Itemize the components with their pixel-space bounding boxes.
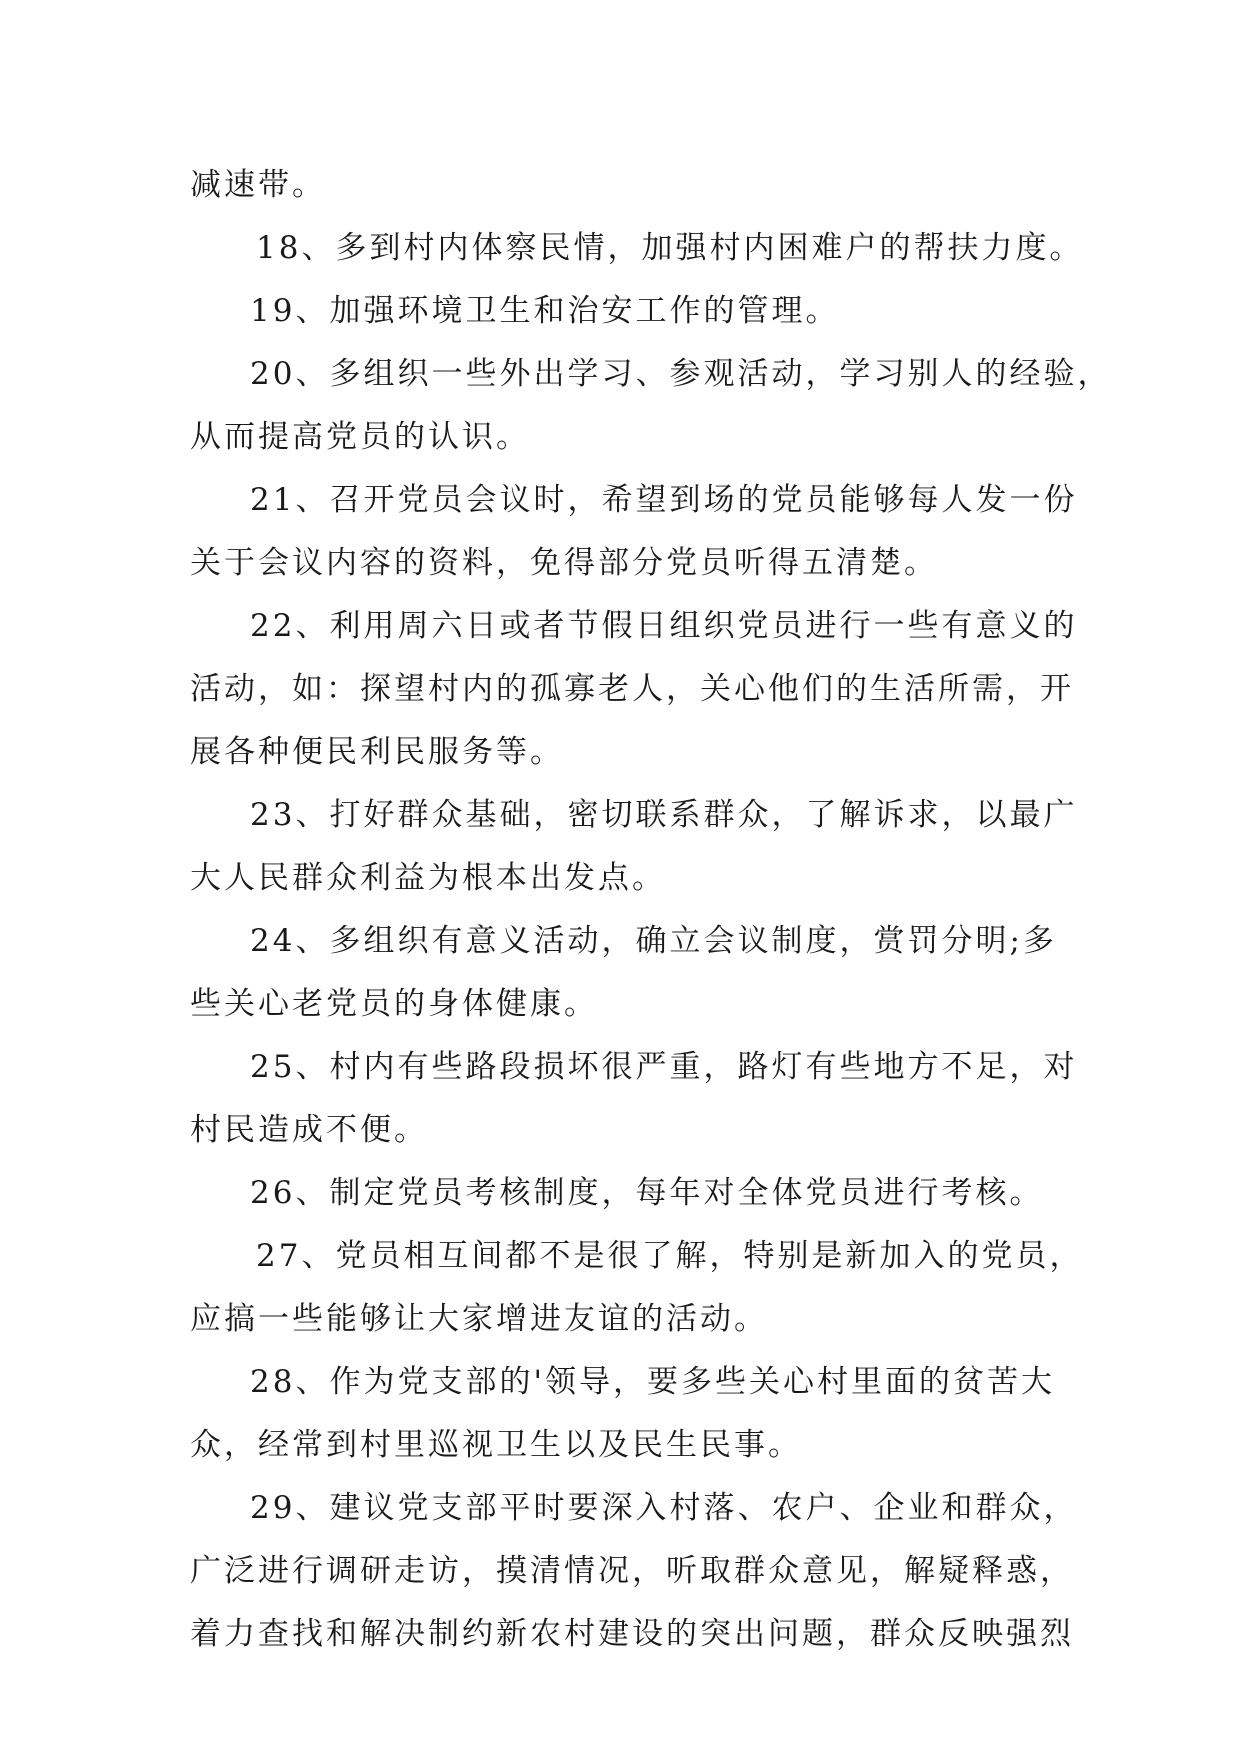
text-line: 从而提高党员的认识。 (190, 419, 530, 455)
text-line: 24、多组织有意义活动，确立会议制度，赏罚分明;多 (250, 923, 1057, 959)
document-body (190, 154, 1112, 1666)
text-line: 广泛进行调研走访，摸清情况，听取群众意见，解疑释惑， (190, 1553, 1074, 1589)
text-line: 着力查找和解决制约新农村建设的突出问题，群众反映强烈 (190, 1616, 1074, 1652)
text-line: 21、召开党员会议时，希望到场的党员能够每人发一份 (250, 482, 1078, 518)
text-line: 22、利用周六日或者节假日组织党员进行一些有意义的 (250, 608, 1078, 644)
text-line: 25、村内有些路段损坏很严重，路灯有些地方不足，对 (250, 1049, 1078, 1085)
text-line: 28、作为党支部的'领导，要多些关心村里面的贫苦大 (250, 1364, 1055, 1400)
text-line: 大人民群众利益为根本出发点。 (190, 860, 666, 896)
text-line: 20、多组织一些外出学习、参观活动，学习别人的经验， (250, 356, 1112, 392)
text-line: 29、建议党支部平时要深入村落、农户、企业和群众， (250, 1490, 1078, 1526)
text-line: 众，经常到村里巡视卫生以及民生民事。 (190, 1427, 802, 1463)
text-line: 23、打好群众基础，密切联系群众，了解诉求，以最广 (250, 797, 1078, 833)
text-line: 关于会议内容的资料，免得部分党员听得五清楚。 (190, 545, 938, 581)
text-line: 活动，如：探望村内的孤寡老人，关心他们的生活所需，开 (190, 671, 1074, 707)
text-line: 26、制定党员考核制度，每年对全体党员进行考核。 (250, 1175, 1044, 1211)
text-line: 些关心老党员的身体健康。 (190, 986, 598, 1022)
text-line: 减速带。 (190, 167, 326, 203)
text-line: 应搞一些能够让大家增进友谊的活动。 (190, 1301, 768, 1337)
text-line: 18、多到村内体察民情，加强村内困难户的帮扶力度。 (256, 230, 1084, 266)
text-line: 27、党员相互间都不是很了解，特别是新加入的党员， (256, 1238, 1084, 1274)
text-line: 村民造成不便。 (190, 1112, 428, 1148)
text-line: 19、加强环境卫生和治安工作的管理。 (250, 293, 840, 329)
text-line: 展各种便民利民服务等。 (190, 734, 564, 770)
